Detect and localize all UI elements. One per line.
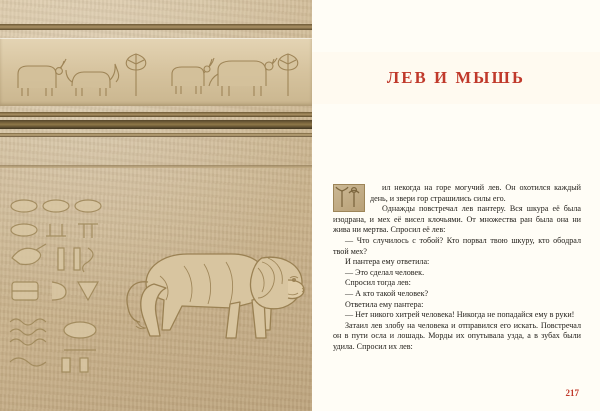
story-body — [333, 183, 581, 353]
animal-frieze — [0, 38, 312, 106]
story-title: ЛЕВ И МЫШЬ — [386, 68, 526, 87]
paragraph-3: — Что случилось с тобой? Кто порвал твою шкуру, кто ободрал твой мех? — [333, 235, 581, 256]
paragraph-4: И пантера ему ответила: — [345, 257, 430, 267]
frieze-bull-icon — [209, 58, 277, 96]
paragraph-1: ил некогда на горе могучий лев. Он охотился каждый день, и звери гор страшились силы его. — [370, 183, 581, 203]
frieze-tree-icon — [126, 54, 146, 96]
paragraph-7: — А кто такой человек? — [345, 288, 429, 298]
relief-rule-mid — [0, 112, 312, 117]
relief-rule-faint — [0, 165, 312, 168]
frieze-figures — [0, 38, 312, 106]
text-column — [312, 0, 600, 411]
hieroglyph-panel — [0, 190, 118, 375]
paragraph-5: — Это сделал человек. — [345, 267, 425, 277]
paragraph-6: Спросил тогда лев: — [345, 278, 411, 288]
paragraph-2: Однажды повстречал лев пантеру. Вся шкура её была изодрана, и мех её висел клочьями. От множества ран была она ни жива ни мертва. Спросил её лев: — [333, 204, 581, 235]
frieze-antelope-icon — [18, 59, 66, 96]
frieze-tree-2-icon — [278, 54, 298, 96]
frieze-goat-icon — [172, 58, 214, 94]
relief-rule-lower — [0, 133, 312, 137]
paragraph-10: Затаил лев злобу на человека и отправился его искать. Повстречал он в пути осла и лошадь. Морды их опутывала узда, а в зубах были удила. Спросил их лев: — [333, 320, 581, 351]
paragraph-9: — Нет никого хитрей человека! Никогда не попадайся ему в руки! — [345, 310, 575, 320]
relief-rule-top — [0, 24, 312, 30]
paragraph-8: Ответила ему пантера: — [345, 299, 424, 309]
page-number: 217 — [565, 388, 579, 398]
title-band — [312, 52, 600, 104]
frieze-dog-icon — [66, 64, 119, 96]
hieroglyph-icon — [333, 184, 365, 212]
lion-relief — [112, 180, 312, 380]
